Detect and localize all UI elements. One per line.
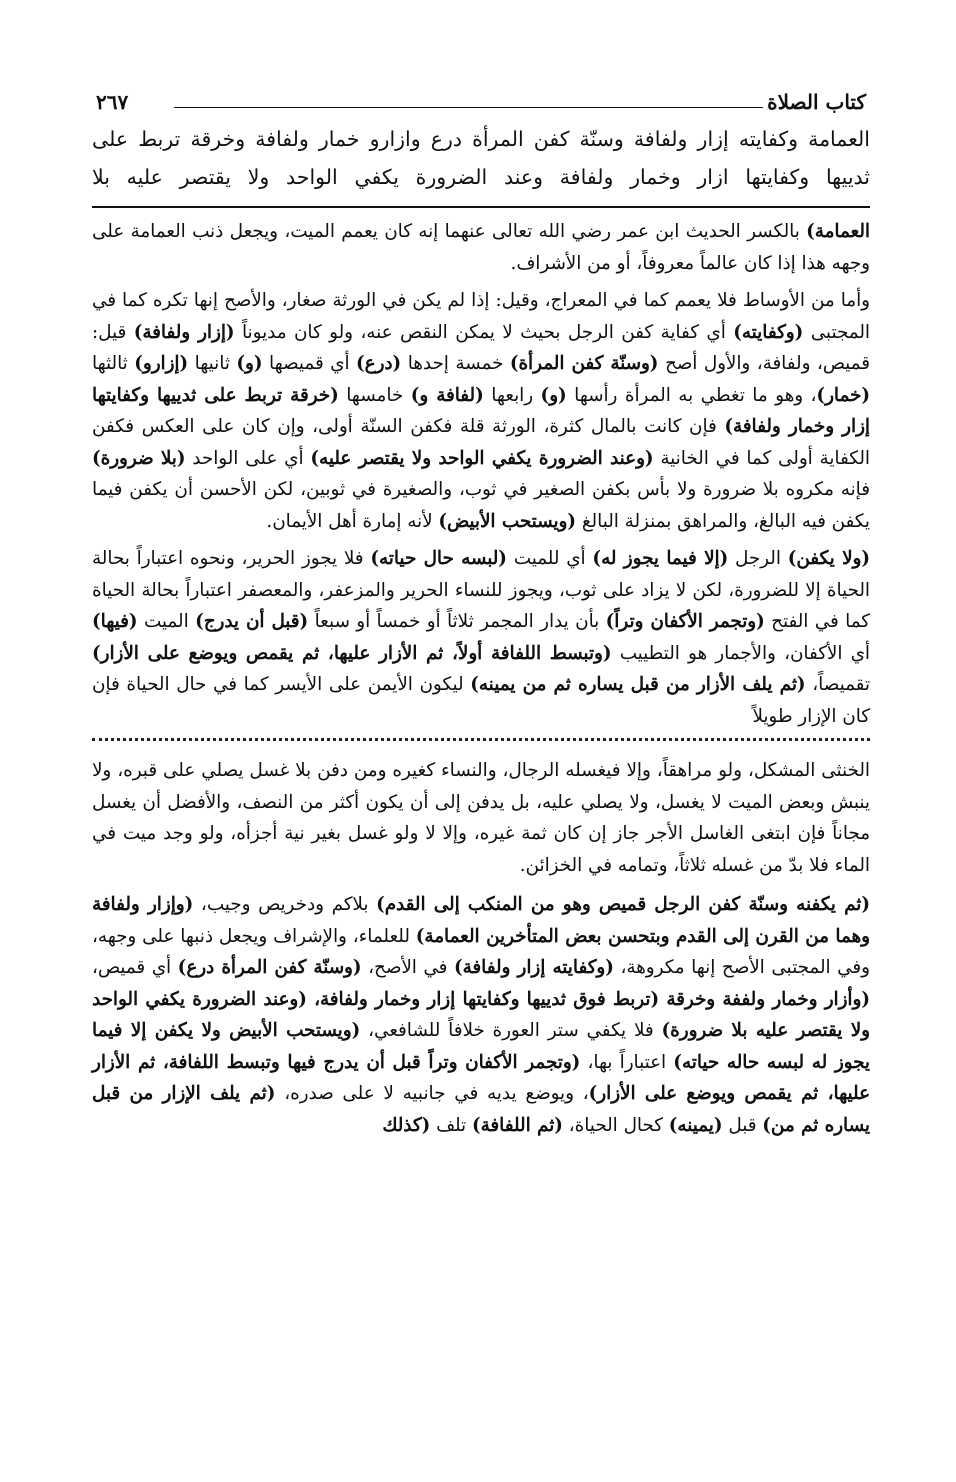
commentary-text: الرجل	[728, 548, 788, 569]
commentary-text: أي على الواحد	[185, 447, 311, 469]
page-number: ٢٦٧	[92, 90, 132, 114]
bold-quoted-text: (يمينه)	[668, 1114, 723, 1136]
bold-quoted-text: (خمار)	[816, 384, 870, 406]
bold-quoted-text: (فيها)	[92, 611, 138, 632]
page	[92, 80, 870, 1141]
bold-quoted-text: (ثم اللفافة)	[471, 1114, 563, 1136]
commentary-text: رابعها	[483, 384, 541, 406]
commentary-text: أي قميصها	[262, 353, 357, 374]
header-rule	[174, 107, 766, 108]
commentary-paragraph	[92, 543, 870, 732]
bold-quoted-text: (إزارو)	[134, 353, 189, 374]
commentary-text: تقميصاً،	[805, 674, 870, 695]
running-header	[92, 80, 870, 114]
commentary-paragraph	[92, 285, 870, 537]
bold-quoted-text: (ولا يكفن)	[787, 548, 870, 569]
bold-quoted-text: (درع)	[356, 353, 402, 374]
commentary-text: للعلماء، والإشراف ويجعل ذنبها على وجهه، وفي المجتبى الأصح إنها مكروهة،	[92, 925, 870, 978]
commentary-text: ، وهو ما تغطي به المرأة رأسها	[566, 384, 817, 406]
commentary-text: خمسة إحدها	[401, 353, 510, 374]
bold-quoted-text: العمامة)	[806, 221, 870, 242]
bold-quoted-text: (وأزار وخمار ولففة وخرقة (تربط فوق ثدييها وكفايتها إزار وخمار ولفافة، (وعند الضرورة يكفي الواحد ولا يقتصر عليه بلا ضرورة)	[92, 988, 870, 1041]
commentary-paragraph	[92, 755, 870, 881]
bold-quoted-text: (خرقة تربط على ثدييها وكفايتها إزار وخمار ولفافة)	[92, 384, 870, 437]
commentary-text: فلا يجوز الحرير، ونحوه اعتباراً بحالة الحياة إلا للضرورة، لكن لا يزاد على ثوب، ويجوز للنساء الحرير والمزعفر، والمعصفر اعتباراً بحالة الحياة كما في الفتح	[92, 548, 871, 632]
bold-quoted-text: (ثم يكفنه وسنّة كفن الرجل قميص وهو من المنكب إلى القدم)	[376, 894, 871, 915]
commentary-text: لأنه إمارة أهل الأيمان.	[266, 510, 439, 532]
bold-quoted-text: (وكفايته إزار ولفافة)	[453, 957, 614, 978]
commentary-text: كحال الحياة،	[562, 1114, 669, 1136]
commentary-text: فلا يكفي ستر العورة خلافاً للشافعي،	[360, 1020, 662, 1041]
bold-quoted-text: (وتبسط اللفافة أولاً، ثم الأزار عليها، ثم يقمص ويوضع على الأزار)	[92, 642, 612, 664]
commentary-text: في الأصح،	[361, 957, 454, 978]
commentary-text: بأن يدار المجمر ثلاثاً أو خمساً أو سبعاً	[308, 611, 606, 632]
commentary-text: الميت	[137, 611, 196, 632]
bold-quoted-text: (قبل أن يدرج)	[195, 611, 309, 632]
bold-quoted-text: (وتجمر الأكفان وتراً)	[605, 611, 765, 632]
commentary	[92, 216, 870, 1141]
bold-quoted-text: (إلا فيما يجوز له)	[592, 548, 729, 569]
commentary-text: قيل: قميص، ولفافة، والأول أصح	[92, 321, 870, 374]
commentary-text: قبل	[722, 1114, 763, 1136]
bold-quoted-text: (وسنّة كفن المرأة)	[509, 353, 659, 374]
commentary-text: ثانيها	[188, 353, 237, 374]
bold-quoted-text: (ويستحب الأبيض ولا يكفن إلا فيما يجوز له لبسه حاله حياته)	[92, 1020, 871, 1073]
bold-quoted-text: (لفافة و)	[410, 384, 484, 406]
bold-quoted-text: (و)	[540, 384, 567, 406]
commentary-text: خامسها	[338, 384, 411, 406]
main-text	[92, 120, 870, 196]
commentary-text: بالكسر الحديث ابن عمر رضي الله تعالى عنهما إنه كان يعمم الميت، ويجعل ذنب العمامة على وجهه هذا إذا كان عالماً معروفاً، أو من الأشراف.	[92, 221, 870, 274]
bold-quoted-text: (إزار ولفافة)	[133, 321, 235, 343]
bold-quoted-text: (ثم يلف الأزار من قبل يساره ثم من يمينه)	[470, 674, 806, 695]
main-text-line: ثدييها وكفايتها ازار وخمار ولفافة وعند الضرورة يكفي الواحد ولا يقتصر عليه بلا	[92, 165, 870, 189]
bold-quoted-text: (وعند الضرورة يكفي الواحد ولا يقتصر عليه)	[310, 447, 654, 469]
bold-quoted-text: (وسنّة كفن المرأة درع)	[177, 957, 362, 978]
bold-quoted-text: (وإزار ولفافة وهما من القرن إلى القدم وبتحسن بعض المتأخرين العمامة)	[92, 894, 871, 947]
commentary-paragraph	[92, 889, 870, 1141]
commentary-text: ليكون الأيمن على الأيسر كما في حال الحياة فإن كان الإزار طويلاً	[92, 674, 870, 727]
dotted-separator	[92, 738, 870, 741]
commentary-paragraph	[92, 216, 870, 279]
bold-quoted-text: (و)	[236, 353, 263, 374]
commentary-text: بلاكم ودخريص وجيب،	[193, 894, 377, 915]
commentary-text: اعتباراً بها،	[580, 1051, 674, 1073]
bold-quoted-text: (لبسه حال حياته)	[370, 548, 507, 569]
commentary-text: فإنه مكروه بلا ضرورة ولا بأس بكفن الصغير في ثوب، والصغيرة في ثوبين، لكن الأحسن أن يكفن فيما يكفن فيه البالغ، والمراهق بمنزلة البالغ	[92, 479, 870, 532]
bold-quoted-text: (ثم يلف الإزار من قبل يساره ثم من)	[92, 1083, 870, 1136]
commentary-text: أي للميت	[506, 548, 593, 569]
commentary-text: وأما من الأوساط فلا يعمم كما في المعراج، وقيل: إذا لم يكن في الورثة صغار، والأصح إنها تكره كما في المجتبى	[92, 290, 870, 343]
bold-quoted-text: (ويستحب الأبيض)	[438, 510, 577, 532]
commentary-text: أي قميص،	[92, 957, 178, 978]
commentary-text: تلف	[430, 1114, 472, 1136]
bold-quoted-text: (كذلك	[382, 1114, 431, 1136]
chapter-title: كتاب الصلاة	[763, 90, 870, 114]
commentary-text: الخنثى المشكل، ولو مراهقاً، وإلا فيغسله الرجال، والنساء كغيره ومن دفن بلا غسل يصلي على قبره، ولا ينبش وبعض الميت لا يغسل، ولا يصلي عليه، بل يدفن إلى أن يكون أكثر من النصف، والأفضل أن يغسل مجاناً فإن ابتغى الغاسل الأجر جاز إن كان ثمة غيره، وإلا لا ولو غسل بغير نية أجزأه، ولو وجد ميت في الماء فلا بدّ من غسله ثلاثاً، وتمامه في الخزائن.	[92, 760, 870, 876]
bold-quoted-text: (وكفايته)	[733, 321, 804, 343]
commentary-text: أي كفاية كفن الرجل بحيث لا يمكن النقص عنه، ولو كان مديوناً	[234, 321, 734, 343]
main-text-line: العمامة وكفايته إزار ولفافة وسنّة كفن المرأة درع وازارو خمار ولفافة وخرقة تربط على	[92, 127, 870, 151]
commentary-text: ، ويوضع يديه في جانبيه لا على صدره،	[275, 1083, 589, 1104]
commentary-text: أي الأكفان، والأجمار هو التطييب	[611, 642, 870, 664]
text-separator	[92, 206, 870, 208]
bold-quoted-text: (بلا ضرورة)	[92, 447, 186, 469]
commentary-text: فإن كانت بالمال كثرة، الورثة قلة فكفن السنّة أولى، وإن كان على العكس فكفن الكفاية أولى كما في الخانية	[92, 416, 870, 469]
commentary-text: ثالثها	[92, 353, 135, 374]
bold-quoted-text: (وتجمر الأكفان وتراً قبل أن يدرج فيها وتبسط اللفافة، ثم الأزار عليها، ثم يقمص ويوضع على الأزار)	[92, 1051, 870, 1104]
